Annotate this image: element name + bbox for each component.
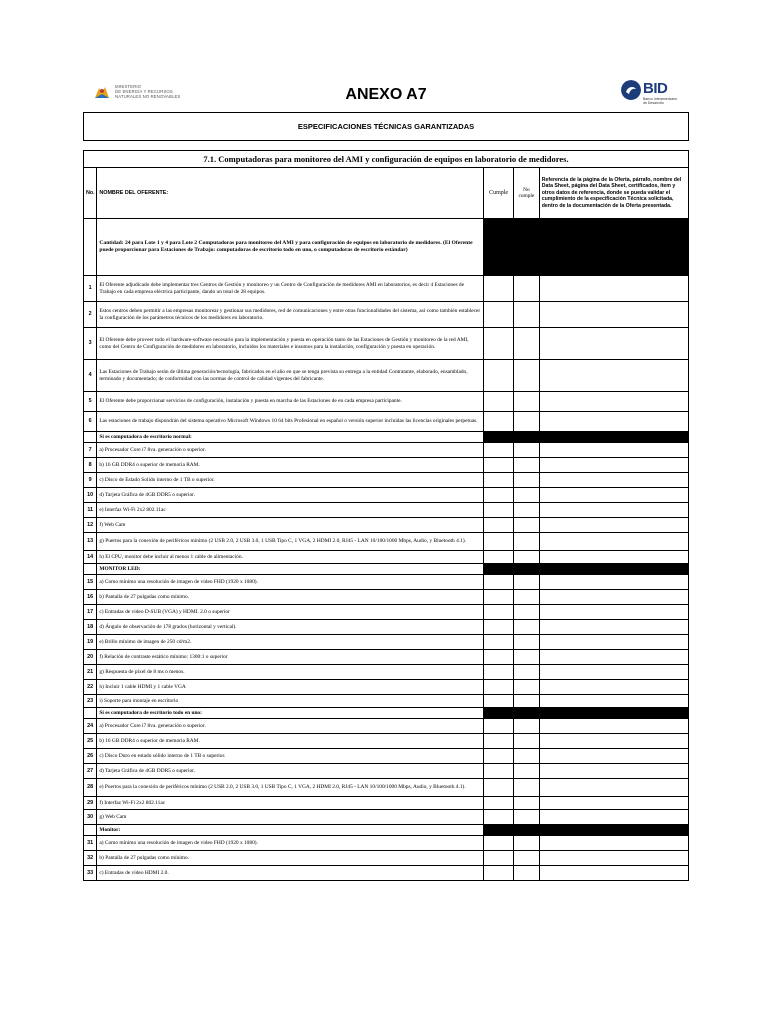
no-cumple-cell[interactable]	[514, 749, 540, 764]
reference-cell[interactable]	[539, 665, 688, 680]
no-cumple-cell[interactable]	[514, 473, 540, 488]
row-number: 17	[84, 605, 97, 620]
row-description: El Oferente debe proporcionar servicios de configuración, instalación y puesta en marcha de las Estaciones de en cada empresa participante.	[97, 392, 484, 412]
row-number: 3	[84, 328, 97, 360]
table-row	[84, 533, 689, 551]
reference-cell[interactable]	[539, 412, 688, 432]
bid-logo	[621, 80, 691, 112]
col-reference: Referencia de la página de la Oferta, párrafo, nombre del Data Sheet, página del Data Sheet, certificados, ítem y otros datos de referencia, donde se pueda validar el cumplimiento de la especificación Técnica solicitada, dentro de la documentación de la Oferta presentada.	[539, 168, 688, 219]
table-row	[84, 443, 689, 458]
row-number: 8	[84, 458, 97, 473]
cumple-cell[interactable]	[484, 328, 514, 360]
cumple-cell[interactable]	[484, 518, 514, 533]
table-row	[84, 810, 689, 825]
table-row	[84, 503, 689, 518]
cumple-cell[interactable]	[484, 575, 514, 590]
section-title: 7.1. Computadoras para monitoreo del AMI y configuración de equipos en laboratorio de medidores.	[84, 151, 689, 168]
no-cumple-cell[interactable]	[514, 797, 540, 810]
table-row	[84, 392, 689, 412]
row-number: 23	[84, 695, 97, 708]
reference-cell[interactable]	[539, 836, 688, 851]
page-title: ANEXO A7	[345, 86, 427, 103]
section-title-row	[84, 151, 689, 168]
row-number: 24	[84, 719, 97, 734]
quantity-no-cell	[84, 219, 97, 276]
reference-cell[interactable]	[539, 779, 688, 797]
section-label: Si es computadora de escritorio todo en uno:	[97, 708, 484, 719]
table-row	[84, 328, 689, 360]
no-cumple-cell[interactable]	[514, 680, 540, 695]
reference-cell[interactable]	[539, 866, 688, 881]
row-number: 20	[84, 650, 97, 665]
reference-cell[interactable]	[539, 533, 688, 551]
table-row	[84, 412, 689, 432]
reference-cell[interactable]	[539, 605, 688, 620]
table-row	[84, 551, 689, 564]
row-description: a) Como mínimo una resolución de imagen de video FHD (1920 x 1080).	[97, 836, 484, 851]
row-number: 15	[84, 575, 97, 590]
cumple-cell[interactable]	[484, 551, 514, 564]
row-description: d) Tarjeta Gráfica de 4GB DDR5 o superior.	[97, 764, 484, 779]
no-cumple-cell[interactable]	[514, 590, 540, 605]
no-cumple-cell[interactable]	[514, 620, 540, 635]
row-description: g) Web Cam	[97, 810, 484, 825]
table-row	[84, 680, 689, 695]
row-number: 1	[84, 276, 97, 302]
cumple-cell[interactable]	[484, 503, 514, 518]
table-row	[84, 665, 689, 680]
reference-cell[interactable]	[539, 797, 688, 810]
no-cumple-cell[interactable]	[514, 392, 540, 412]
no-cumple-cell[interactable]	[514, 503, 540, 518]
row-description: f) Web Cam	[97, 518, 484, 533]
no-cumple-cell[interactable]	[514, 443, 540, 458]
ministry-line-1: MINISTERIO	[115, 84, 142, 89]
section-row	[84, 825, 689, 836]
row-description: h) El CPU, monitor debe incluir al menos 1 cable de alimentación.	[97, 551, 484, 564]
row-number: 32	[84, 851, 97, 866]
reference-cell[interactable]	[539, 443, 688, 458]
cumple-cell[interactable]	[484, 473, 514, 488]
cumple-cell[interactable]	[484, 620, 514, 635]
quantity-text: Cantidad: 24 para Lote 1 y 4 para Lote 2 Computadoras para monitoreo del AMI y para configuración de equipos en laboratorio de medidores. (El Oferente puede proporcionar para Estaciones de Trabajo: computadoras de escritorio todo en uno, o computadoras de escritorio estándar)	[97, 219, 484, 276]
no-cumple-cell[interactable]	[514, 836, 540, 851]
cumple-cell[interactable]	[484, 650, 514, 665]
row-number: 33	[84, 866, 97, 881]
cumple-cell[interactable]	[484, 680, 514, 695]
section-black-fill	[484, 564, 689, 575]
row-description: b) Pantalla de 27 pulgadas como mínimo.	[97, 590, 484, 605]
reference-cell[interactable]	[539, 360, 688, 392]
spec-heading: ESPECIFICACIONES TÉCNICAS GARANTIZADAS	[83, 112, 689, 141]
row-description: Estos centros deben permitir a las empresas monitorear y gestionar sus medidores, red de comunicaciones y entre otras funcionalidades del sistema, así como también establecer la configuración de los parámetros técnicos de los medidores en laboratorio.	[97, 302, 484, 328]
row-number: 12	[84, 518, 97, 533]
cumple-cell[interactable]	[484, 749, 514, 764]
row-number: 28	[84, 779, 97, 797]
reference-cell[interactable]	[539, 473, 688, 488]
cumple-cell[interactable]	[484, 360, 514, 392]
row-number: 2	[84, 302, 97, 328]
row-description: g) Respuesta de píxel de 8 ms o menos.	[97, 665, 484, 680]
no-cumple-cell[interactable]	[514, 719, 540, 734]
row-number: 25	[84, 734, 97, 749]
row-description: f) Interfaz Wi-Fi 2x2 802.11ac	[97, 797, 484, 810]
row-description: b) 16 GB DDR4 o superior de memoria RAM.	[97, 458, 484, 473]
no-cumple-cell[interactable]	[514, 635, 540, 650]
table-row	[84, 605, 689, 620]
table-row	[84, 749, 689, 764]
reference-cell[interactable]	[539, 276, 688, 302]
row-description: a) Como mínimo una resolución de imagen de video FHD (1920 x 1080).	[97, 575, 484, 590]
cumple-cell[interactable]	[484, 810, 514, 825]
no-cumple-cell[interactable]	[514, 328, 540, 360]
reference-cell[interactable]	[539, 620, 688, 635]
cumple-cell[interactable]	[484, 797, 514, 810]
row-description: e) Brillo mínimo de imagen de 250 cd/m2.	[97, 635, 484, 650]
table-row	[84, 764, 689, 779]
table-row	[84, 635, 689, 650]
col-bidder: NOMBRE DEL OFERENTE:	[97, 168, 484, 219]
reference-cell[interactable]	[539, 392, 688, 412]
no-cumple-cell[interactable]	[514, 605, 540, 620]
cumple-cell[interactable]	[484, 719, 514, 734]
reference-cell[interactable]	[539, 695, 688, 708]
table-row	[84, 590, 689, 605]
table-row	[84, 650, 689, 665]
table-row	[84, 620, 689, 635]
row-description: d) Ángulo de observación de 178 grados (horizontal y vertical).	[97, 620, 484, 635]
row-description: e) Interfaz Wi-Fi 2x2 802.11ac	[97, 503, 484, 518]
row-number: 27	[84, 764, 97, 779]
cumple-cell[interactable]	[484, 443, 514, 458]
reference-cell[interactable]	[539, 680, 688, 695]
reference-cell[interactable]	[539, 734, 688, 749]
reference-cell[interactable]	[539, 590, 688, 605]
no-cumple-cell[interactable]	[514, 665, 540, 680]
cumple-cell[interactable]	[484, 392, 514, 412]
row-number: 18	[84, 620, 97, 635]
no-cumple-cell[interactable]	[514, 764, 540, 779]
row-number: 5	[84, 392, 97, 412]
no-cumple-cell[interactable]	[514, 779, 540, 797]
row-number: 14	[84, 551, 97, 564]
row-number: 13	[84, 533, 97, 551]
cumple-cell[interactable]	[484, 276, 514, 302]
row-description: i) Soporte para montaje en escritorio	[97, 695, 484, 708]
row-number: 30	[84, 810, 97, 825]
cumple-cell[interactable]	[484, 302, 514, 328]
row-description: e) Puertos para la conexión de periféricos mínimo (2 USB 2.0, 2 USB 3.0, 1 USB Tipo C, 1 VGA, 2 HDMI 2.0, RJ45 - LAN 10/100/1000 Mbps, Audio, y Bluetooth 4.1).	[97, 779, 484, 797]
table-row	[84, 779, 689, 797]
page-header	[83, 76, 689, 112]
col-no: No.	[84, 168, 97, 219]
table-row	[84, 458, 689, 473]
row-number: 7	[84, 443, 97, 458]
section-black-fill	[484, 825, 689, 836]
table-row	[84, 866, 689, 881]
bid-sub-line-1: Banco Interamericano	[643, 97, 678, 101]
bid-sub-line-2: de Desarrollo	[643, 101, 664, 105]
table-row	[84, 734, 689, 749]
col-cumple: Cumple	[484, 168, 514, 219]
row-description: El Oferente adjudicado debe implementar tres Centros de Gestión y monitoreo y un Centro de Configuración de medidores AMI en laboratorios, es decir 4 Estaciones de Trabajo en cada empresa eléctrica participante, dando un total de 28 equipos.	[97, 276, 484, 302]
row-description: b) Pantalla de 27 pulgadas como mínimo.	[97, 851, 484, 866]
section-black-fill	[484, 708, 689, 719]
cumple-cell[interactable]	[484, 488, 514, 503]
table-header-row	[84, 168, 689, 219]
reference-cell[interactable]	[539, 575, 688, 590]
table-row	[84, 360, 689, 392]
row-number: 11	[84, 503, 97, 518]
bid-emblem-icon	[621, 80, 641, 100]
cumple-cell[interactable]	[484, 836, 514, 851]
table-row	[84, 836, 689, 851]
no-cumple-cell[interactable]	[514, 412, 540, 432]
row-description: c) Disco de Estado Solido interno de 1 TB o superior.	[97, 473, 484, 488]
section-no-cell	[84, 432, 97, 443]
quantity-row	[84, 219, 689, 276]
row-description: a) Procesador Core i7 8va. generación o superior.	[97, 443, 484, 458]
no-cumple-cell[interactable]	[514, 302, 540, 328]
row-description: Las Estaciones de Trabajo serán de última generación/tecnología, fabricados en el año en que se tenga prevista su entrega a la entidad Contratante, elaborado, ensamblado, terminado y documentado; de conformidad con las normas de control de calidad vigentes del fabricante.	[97, 360, 484, 392]
section-black-fill	[484, 432, 689, 443]
cumple-cell[interactable]	[484, 590, 514, 605]
section-no-cell	[84, 825, 97, 836]
section-label: Monitor:	[97, 825, 484, 836]
cumple-cell[interactable]	[484, 412, 514, 432]
row-description: c) Entradas de video D-SUB (VGA) y HDMI. 2.0 o superior	[97, 605, 484, 620]
no-cumple-cell[interactable]	[514, 360, 540, 392]
no-cumple-cell[interactable]	[514, 518, 540, 533]
table-row	[84, 575, 689, 590]
row-description: c) Disco Duro en estado sólido interno de 1 TB o superior.	[97, 749, 484, 764]
spec-table	[83, 150, 689, 881]
cumple-cell[interactable]	[484, 866, 514, 881]
section-row	[84, 432, 689, 443]
table-row	[84, 797, 689, 810]
table-row	[84, 695, 689, 708]
no-cumple-cell[interactable]	[514, 551, 540, 564]
row-number: 10	[84, 488, 97, 503]
no-cumple-cell[interactable]	[514, 276, 540, 302]
no-cumple-cell[interactable]	[514, 650, 540, 665]
row-description: El Oferente debe proveer todo el hardware-software necesario para la implementación y puesta en operación tanto de las Estaciones de Gestión y monitoreo de la red AMI, como del Centro de Configuración de medidores en laboratorio, incluidos los materiales e insumos para la instalación, configuración y puesta en operación.	[97, 328, 484, 360]
reference-cell[interactable]	[539, 764, 688, 779]
row-description: Las estaciones de trabajo dispondrán del sistema operativo Microsoft Windows 10 64 bits Profesional en español o versión superior incluidas las licencias originales perpetuas.	[97, 412, 484, 432]
section-row	[84, 564, 689, 575]
reference-cell[interactable]	[539, 518, 688, 533]
row-description: c) Entradas de video HDMI 2.0.	[97, 866, 484, 881]
cumple-cell[interactable]	[484, 764, 514, 779]
row-number: 21	[84, 665, 97, 680]
section-label: MONITOR LED:	[97, 564, 484, 575]
reference-cell[interactable]	[539, 503, 688, 518]
table-row	[84, 276, 689, 302]
row-number: 9	[84, 473, 97, 488]
cumple-cell[interactable]	[484, 851, 514, 866]
cumple-cell[interactable]	[484, 779, 514, 797]
table-row	[84, 719, 689, 734]
cumple-cell[interactable]	[484, 458, 514, 473]
section-no-cell	[84, 708, 97, 719]
reference-cell[interactable]	[539, 719, 688, 734]
ministry-line-2: DE ENERGÍA Y RECURSOS	[115, 89, 173, 94]
no-cumple-cell[interactable]	[514, 851, 540, 866]
section-no-cell	[84, 564, 97, 575]
section-label: Si es computadora de escritorio normal:	[97, 432, 484, 443]
row-number: 22	[84, 680, 97, 695]
no-cumple-cell[interactable]	[514, 866, 540, 881]
reference-cell[interactable]	[539, 749, 688, 764]
reference-cell[interactable]	[539, 810, 688, 825]
reference-cell[interactable]	[539, 650, 688, 665]
row-description: g) Puertos para la conexión de periféricos mínimo (2 USB 2.0, 2 USB 3.0, 1 USB Tipo C, 1 VGA, 2 HDMI 2.0, RJ45 - LAN 10/100/1000 Mbps, Audio, y Bluetooth 4.1).	[97, 533, 484, 551]
row-description: h) Incluir 1 cable HDMI y 1 cable VGA	[97, 680, 484, 695]
row-description: b) 16 GB DDR4 o superior de memoria RAM.	[97, 734, 484, 749]
row-number: 4	[84, 360, 97, 392]
row-number: 26	[84, 749, 97, 764]
table-row	[84, 518, 689, 533]
reference-cell[interactable]	[539, 302, 688, 328]
reference-cell[interactable]	[539, 328, 688, 360]
row-number: 31	[84, 836, 97, 851]
table-row	[84, 488, 689, 503]
reference-cell[interactable]	[539, 551, 688, 564]
table-row	[84, 302, 689, 328]
no-cumple-cell[interactable]	[514, 458, 540, 473]
cumple-cell[interactable]	[484, 695, 514, 708]
cumple-cell[interactable]	[484, 635, 514, 650]
table-row	[84, 851, 689, 866]
no-cumple-cell[interactable]	[514, 533, 540, 551]
no-cumple-cell[interactable]	[514, 734, 540, 749]
no-cumple-cell[interactable]	[514, 810, 540, 825]
ministry-line-3: NATURALES NO RENOVABLES	[115, 94, 181, 99]
cumple-cell[interactable]	[484, 605, 514, 620]
row-description: d) Tarjeta Gráfica de 4GB DDR5 o superior.	[97, 488, 484, 503]
row-number: 19	[84, 635, 97, 650]
reference-cell[interactable]	[539, 851, 688, 866]
no-cumple-cell[interactable]	[514, 575, 540, 590]
cumple-cell[interactable]	[484, 665, 514, 680]
no-cumple-cell[interactable]	[514, 488, 540, 503]
reference-cell[interactable]	[539, 488, 688, 503]
cumple-cell[interactable]	[484, 734, 514, 749]
quantity-black-fill	[484, 219, 689, 276]
row-description: f) Relación de contraste estático mínimo: 1300:1 o superior	[97, 650, 484, 665]
col-no-cumple: No cumple	[514, 168, 540, 219]
row-number: 29	[84, 797, 97, 810]
table-row	[84, 473, 689, 488]
no-cumple-cell[interactable]	[514, 695, 540, 708]
bid-logo-text: BID	[643, 80, 668, 97]
section-row	[84, 708, 689, 719]
row-number: 16	[84, 590, 97, 605]
row-number: 6	[84, 412, 97, 432]
reference-cell[interactable]	[539, 635, 688, 650]
row-description: a) Procesador Core i7 8va. generación o superior.	[97, 719, 484, 734]
reference-cell[interactable]	[539, 458, 688, 473]
cumple-cell[interactable]	[484, 533, 514, 551]
